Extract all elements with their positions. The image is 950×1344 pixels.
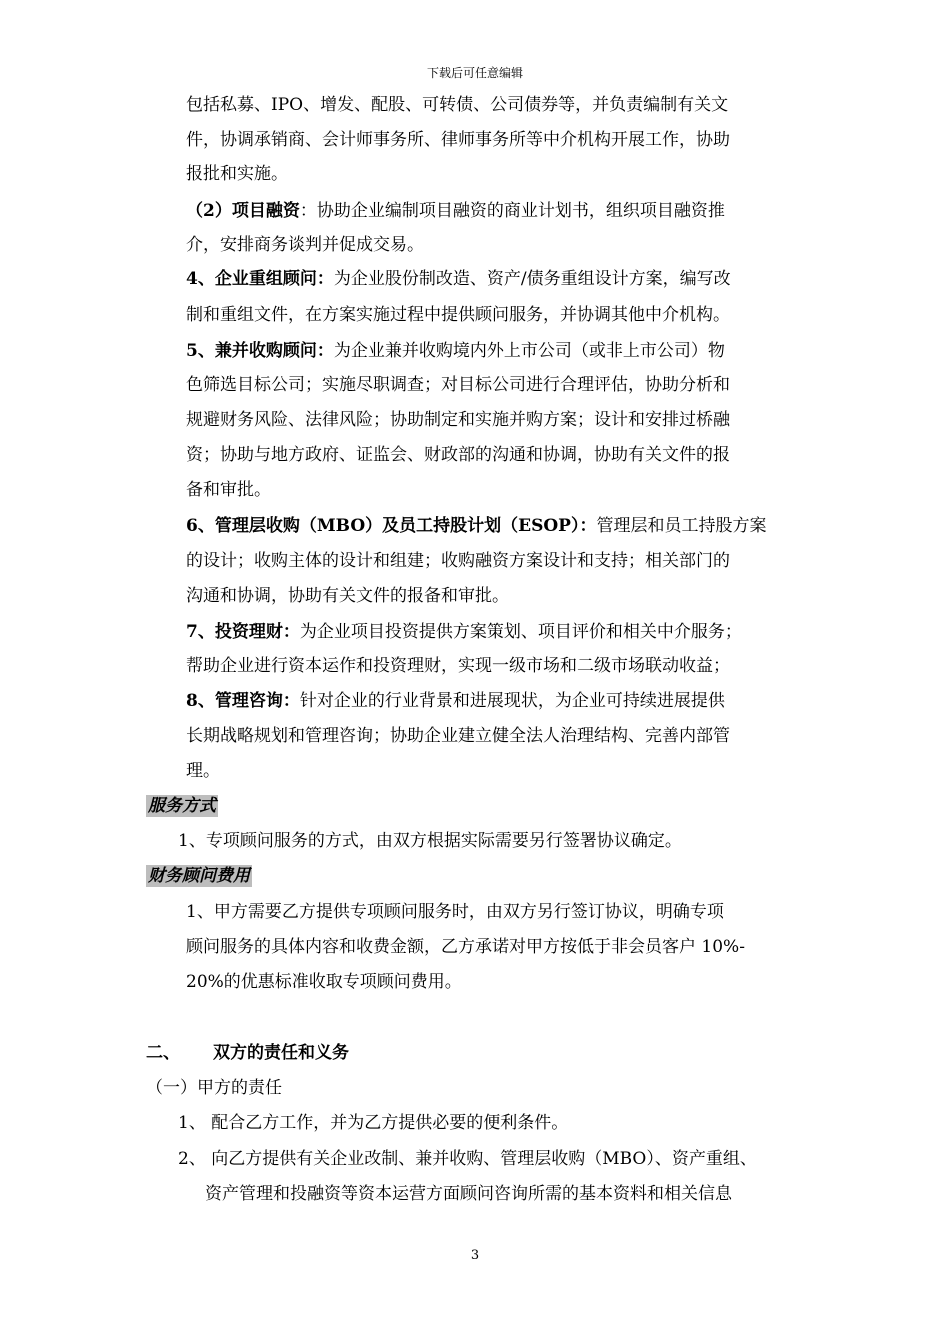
section-heading-service: 服务方式: [148, 796, 216, 816]
text-line: 的设计；收购主体的设计和组建；收购融资方案设计和支持；相关部门的: [186, 551, 730, 571]
section-heading-fee: 财务顾问费用: [148, 866, 250, 886]
text-line: 4、企业重组顾问：为企业股份制改造、资产/债务重组设计方案，编写改: [186, 269, 731, 289]
heading-2-title: 双方的责任和义务: [213, 1043, 349, 1063]
sub-heading: （一）甲方的责任: [146, 1078, 282, 1098]
duty-line: 2、 向乙方提供有关企业改制、兼并收购、管理层收购（MBO）、资产重组、: [178, 1149, 757, 1169]
text-line: 5、兼并收购顾问：为企业兼并收购境内外上市公司（或非上市公司）物: [186, 341, 725, 361]
text-line: 备和审批。: [186, 480, 271, 500]
fee-line: 1、甲方需要乙方提供专项顾问服务时，由双方另行签订协议，明确专项: [186, 902, 724, 922]
duty-line: 资产管理和投融资等资本运营方面顾问咨询所需的基本资料和相关信息: [205, 1184, 732, 1204]
text-line: 制和重组文件，在方案实施过程中提供顾问服务，并协调其他中介机构。: [186, 305, 730, 325]
text-line: 规避财务风险、法律风险；协助制定和实施并购方案；设计和安排过桥融: [186, 410, 730, 430]
text-line: 长期战略规划和管理咨询；协助企业建立健全法人治理结构、完善内部管: [186, 726, 730, 746]
text-line: （2）项目融资：协助企业编制项目融资的商业计划书，组织项目融资推: [186, 201, 725, 221]
text-line: 色筛选目标公司；实施尽职调查；对目标公司进行合理评估，协助分析和: [186, 375, 730, 395]
page-header: 下载后可任意编辑: [426, 66, 523, 80]
text-line: 8、管理咨询：针对企业的行业背景和进展现状，为企业可持续进展提供: [186, 691, 725, 711]
text-line: 理。: [186, 761, 220, 781]
text-line: 沟通和协调，协助有关文件的报备和审批。: [186, 586, 509, 606]
text-line: 介，安排商务谈判并促成交易。: [186, 235, 424, 255]
duty-line: 1、 配合乙方工作，并为乙方提供必要的便利条件。: [178, 1113, 569, 1133]
text-line: 资；协助与地方政府、证监会、财政部的沟通和协调，协助有关文件的报: [186, 445, 730, 465]
text-line: 6、管理层收购（MBO）及员工持股计划（ESOP）：管理层和员工持股方案: [186, 516, 767, 536]
heading-2-number: 二、: [146, 1043, 180, 1063]
text-line: 报批和实施。: [186, 164, 288, 184]
text-line: 帮助企业进行资本运作和投资理财，实现一级市场和二级市场联动收益；: [186, 656, 730, 676]
service-item: 1、专项顾问服务的方式，由双方根据实际需要另行签署协议确定。: [178, 831, 682, 851]
text-line: 包括私募、IPO、增发、配股、可转债、公司债券等，并负责编制有关文: [186, 95, 729, 115]
text-line: 件，协调承销商、会计师事务所、律师事务所等中介机构开展工作，协助: [186, 130, 730, 150]
text-line: 7、投资理财：为企业项目投资提供方案策划、项目评价和相关中介服务；: [186, 622, 742, 642]
page-number: 3: [470, 1248, 480, 1263]
fee-line: 顾问服务的具体内容和收费金额，乙方承诺对甲方按低于非会员客户 10%-: [186, 937, 745, 957]
fee-line: 20%的优惠标准收取专项顾问费用。: [186, 972, 462, 992]
